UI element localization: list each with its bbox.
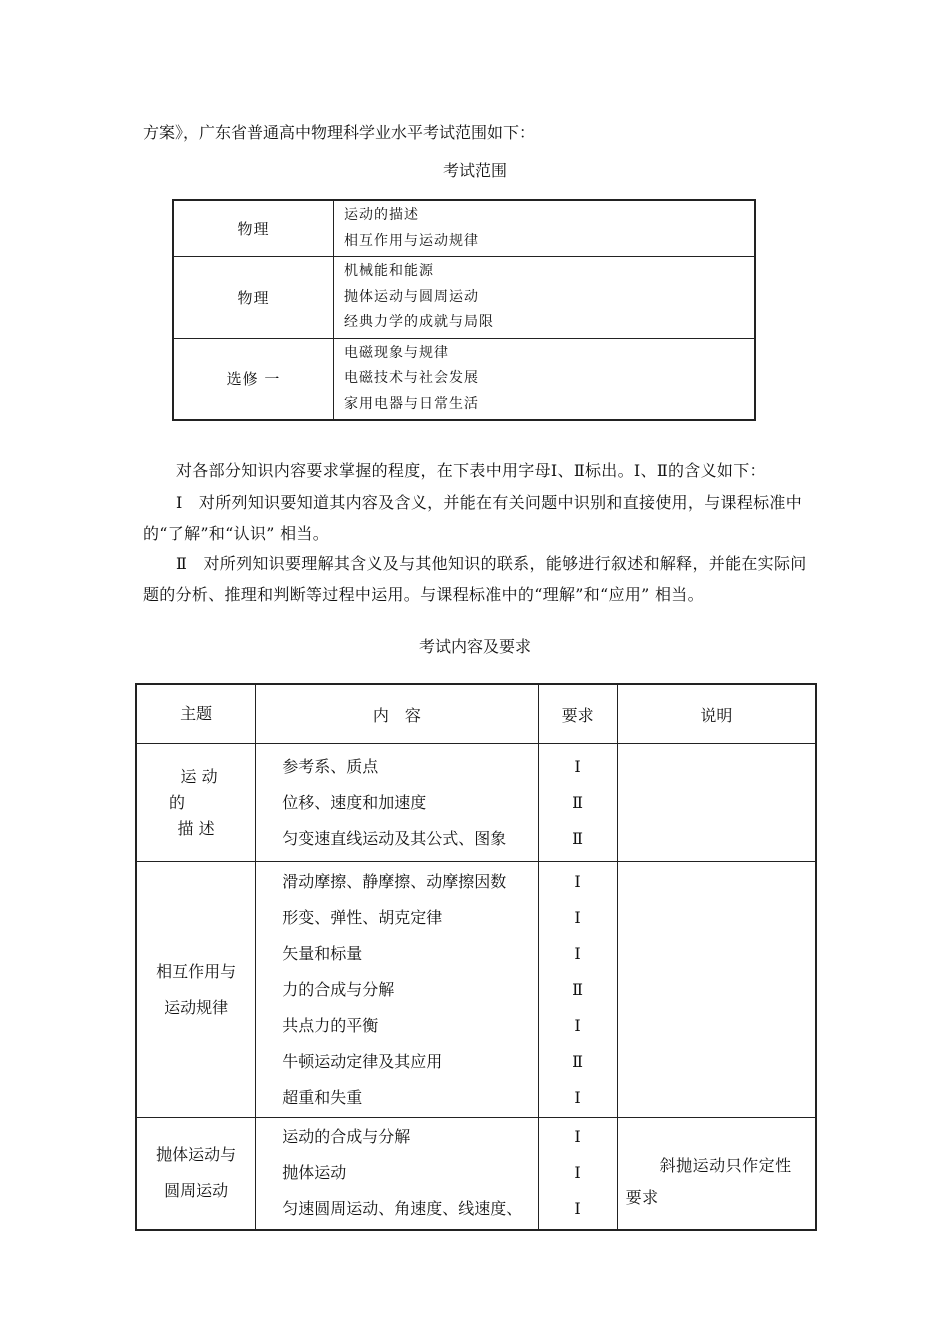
- topic-group: [136, 862, 816, 1118]
- content-cell: [256, 862, 538, 1118]
- level-two-paragraph: Ⅱ 对所列知识要理解其含义及与其他知识的联系，能够进行叙述和解释，并能在实际问题的分析、推理和判断等过程中运用。与课程标准中的“理解”和“应用” 相当。: [143, 554, 807, 604]
- scope-row: [173, 200, 755, 257]
- topic-group: [136, 1118, 816, 1230]
- level-value: Ⅰ: [574, 1127, 581, 1147]
- content-item: 匀速圆周运动、角速度、线速度、: [282, 1199, 523, 1219]
- topic-line: 抛体运动与: [156, 1145, 237, 1165]
- header-topic: 主题: [136, 684, 256, 744]
- level-intro-paragraph: 对各部分知识内容要求掌握的程度，在下表中用字母Ⅰ、Ⅱ标出。Ⅰ、Ⅱ的含义如下：: [176, 461, 766, 480]
- scope-table-title: 考试范围: [442, 161, 507, 180]
- scope-row: [173, 257, 755, 339]
- scope-items: [334, 338, 756, 420]
- content-item: 滑动摩擦、静摩擦、动摩擦因数: [282, 871, 507, 891]
- header-content: 内 容: [256, 684, 538, 744]
- content-item: 位移、速度和加速度: [282, 792, 427, 812]
- scope-item: 经典力学的成就与局限: [344, 314, 494, 330]
- note-line: 斜抛运动只作定性: [659, 1156, 792, 1176]
- content-item: 力的合成与分解: [282, 979, 395, 999]
- scope-item: 电磁现象与规律: [344, 344, 449, 361]
- scope-item: 抛体运动与圆周运动: [344, 288, 479, 305]
- scope-items: [334, 257, 756, 339]
- content-item: 共点力的平衡: [282, 1015, 379, 1035]
- level-one-paragraph: Ⅰ 对所列知识要知道其内容及含义，并能在有关问题中识别和直接使用，与课程标准中的“了解”和“认识” 相当。: [143, 493, 803, 543]
- topic-cell: [136, 1118, 256, 1230]
- requirements-table-title: 考试内容及要求: [418, 637, 531, 656]
- level-value: Ⅰ: [574, 1199, 581, 1219]
- content-cell: [256, 1118, 538, 1230]
- note-cell: [617, 1118, 816, 1230]
- content-item: 超重和失重: [282, 1087, 363, 1107]
- scope-item: 相互作用与运动规律: [344, 232, 479, 249]
- topic-line: 相互作用与: [156, 961, 237, 981]
- level-value: Ⅰ: [574, 756, 581, 776]
- level-value: Ⅰ: [574, 1163, 581, 1183]
- topic-line: 运 动: [180, 766, 218, 786]
- scope-item: 电磁技术与社会发展: [344, 370, 479, 386]
- level-cell: [538, 1118, 617, 1230]
- level-cell: [538, 862, 617, 1118]
- table-header-row: [136, 684, 816, 744]
- level-value: Ⅰ: [574, 1087, 581, 1107]
- content-item: 运动的合成与分解: [282, 1127, 411, 1147]
- scope-row: [173, 338, 755, 420]
- scope-table: [172, 199, 756, 421]
- topic-line: 的: [169, 792, 186, 812]
- topic-line: 圆周运动: [164, 1181, 229, 1201]
- level-value: Ⅱ: [572, 1051, 584, 1071]
- scope-subject: 物理: [173, 200, 334, 257]
- scope-item: 机械能和能源: [344, 263, 434, 279]
- level-value: Ⅰ: [574, 943, 581, 963]
- note-cell: [617, 862, 816, 1118]
- scope-subject: 物理: [173, 257, 334, 339]
- content-item: 牛顿运动定律及其应用: [282, 1051, 443, 1071]
- topic-line: 运动规律: [164, 997, 229, 1017]
- level-value: Ⅰ: [574, 907, 581, 927]
- requirements-table: [135, 683, 817, 1231]
- level-value: Ⅱ: [572, 792, 584, 812]
- scope-subject: 选修 一: [173, 338, 334, 420]
- header-note: 说明: [617, 684, 816, 744]
- content-item: 矢量和标量: [282, 943, 363, 963]
- topic-group: [136, 744, 816, 862]
- content-item: 抛体运动: [282, 1163, 347, 1183]
- content-item: 形变、弹性、胡克定律: [282, 907, 443, 927]
- level-value: Ⅱ: [572, 828, 584, 848]
- content-item: 参考系、质点: [282, 756, 379, 776]
- topic-cell: [136, 862, 256, 1118]
- intro-line: 方案》，广东省普通高中物理科学业水平考试范围如下：: [143, 123, 536, 142]
- level-value: Ⅰ: [574, 1015, 581, 1035]
- note-line: 要求: [625, 1188, 659, 1208]
- level-value: Ⅰ: [574, 871, 581, 891]
- note-cell: [617, 744, 816, 862]
- content-cell: [256, 744, 538, 862]
- level-cell: [538, 744, 617, 862]
- content-item: 匀变速直线运动及其公式、图象: [282, 828, 507, 848]
- topic-line: 描 述: [177, 818, 215, 838]
- scope-item: 家用电器与日常生活: [344, 395, 479, 412]
- level-value: Ⅱ: [572, 979, 584, 999]
- note-text: [626, 1132, 807, 1214]
- scope-items: [334, 200, 756, 257]
- header-level: 要求: [538, 684, 617, 744]
- topic-cell: [136, 744, 256, 862]
- scope-item: 运动的描述: [344, 207, 419, 223]
